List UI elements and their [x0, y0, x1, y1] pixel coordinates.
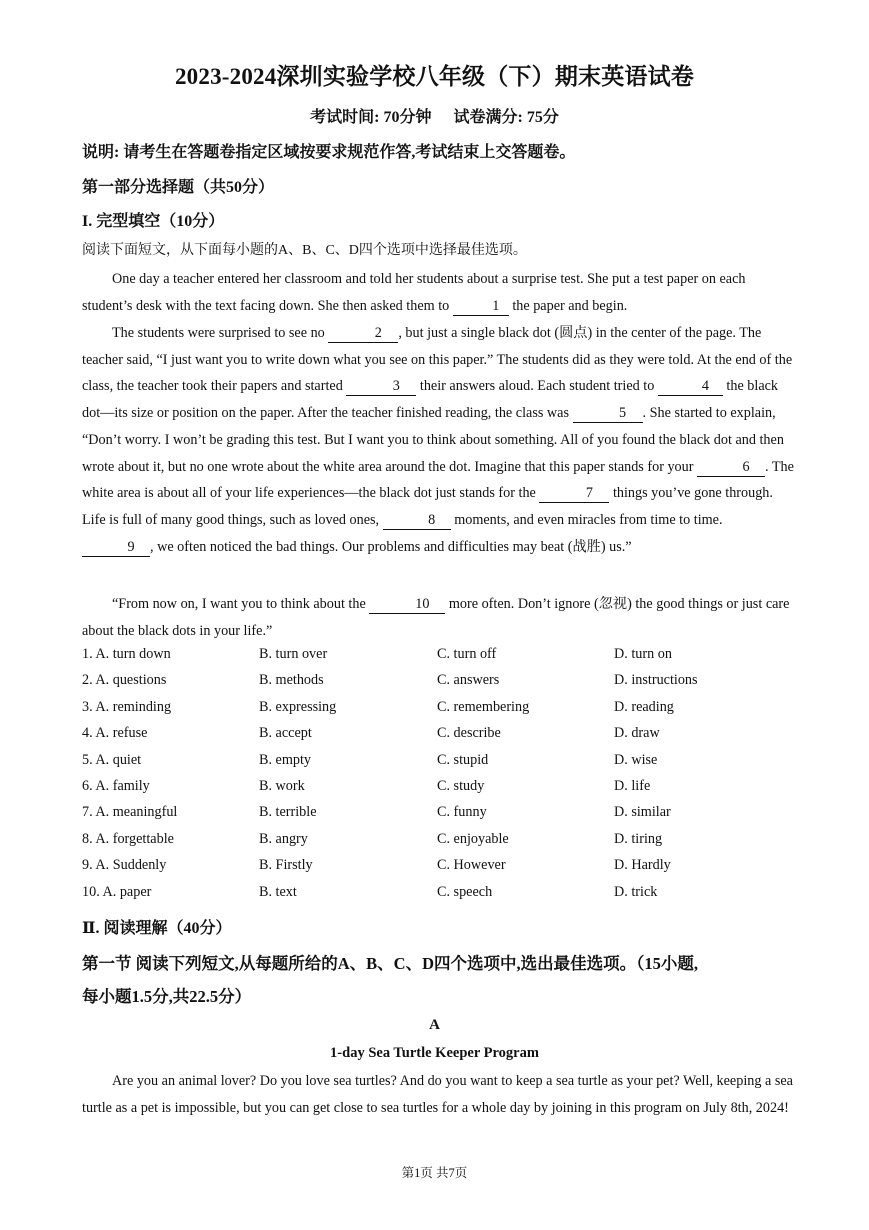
- option-choice: C. remembering: [437, 698, 530, 715]
- option-choice: 5. A. quiet: [82, 751, 142, 768]
- cloze-paragraph-1: [82, 266, 794, 319]
- option-choice: 3. A. reminding: [82, 698, 172, 715]
- option-choice: B. methods: [259, 672, 324, 689]
- text-run: The students were surprised to see no: [112, 325, 329, 341]
- option-choice: D. reading: [614, 698, 674, 715]
- option-choice: 9. A. Suddenly: [82, 857, 167, 874]
- exam-score: 试卷满分: 75分: [453, 109, 559, 126]
- text-run: things you’ve gone through. Life is full of many good things, such as loved ones,: [82, 485, 773, 528]
- text-run: “From now on, I want you to think about the: [112, 596, 370, 612]
- text-run: . The white area is about all of your life experiences—the black dot just stands for the: [82, 458, 794, 502]
- option-choice: C. answers: [437, 672, 500, 689]
- option-choice: D. tiring: [614, 830, 663, 847]
- reading-instruction-line-1: 第一节 阅读下列短文,从每题所给的A、B、C、D四个选项中,选出最佳选项。（15小题,: [82, 954, 699, 973]
- option-choice: C. speech: [437, 883, 493, 900]
- cloze-blank-3: 3: [346, 378, 416, 396]
- cloze-blank-10: 10: [369, 596, 445, 614]
- option-choice: C. However: [437, 857, 506, 874]
- reading-heading: Ⅱ. 阅读理解（40分）: [82, 920, 232, 937]
- passage-paragraph: Are you an animal lover? Do you love sea turtles? And do you want to keep a sea turtle as your pet? Well, keeping a sea turtle as a pet is impossible, but you can get close to sea turtles for a whole day by joining in this program on July 8th, 2024!: [82, 1073, 793, 1116]
- cloze-instruction: 阅读下面短文，从下面每小题的A、B、C、D四个选项中选择最佳选项。: [82, 243, 527, 258]
- reading-instruction-line-2: 每小题1.5分,共22.5分）: [82, 987, 252, 1006]
- text-run: . She started to explain, “Don’t worry. I won’t be grading this test. But I want you to think about something. All of you found the black dot and then wrote about it, but no one wrote about the white area around the dot. Imagine that this paper stands for your: [82, 405, 784, 475]
- exam-info: [0, 104, 869, 127]
- option-choice: B. accept: [259, 725, 312, 742]
- option-choice: C. stupid: [437, 751, 489, 768]
- option-choice: B. empty: [259, 751, 312, 768]
- text-run: the paper and begin.: [508, 297, 628, 314]
- cloze-blank-1: 1: [453, 298, 509, 316]
- option-choice: D. similar: [614, 804, 671, 821]
- option-choice: B. expressing: [259, 698, 337, 715]
- option-choice: D. instructions: [614, 672, 698, 689]
- option-choice: D. trick: [614, 883, 658, 900]
- option-choice: 2. A. questions: [82, 672, 167, 689]
- option-choice: C. enjoyable: [437, 830, 509, 847]
- option-choice: D. turn on: [614, 646, 672, 662]
- option-choice: B. angry: [259, 830, 308, 847]
- option-choice: B. turn over: [259, 646, 328, 662]
- option-choice: B. Firstly: [259, 857, 313, 874]
- cloze-heading: I. 完型填空（10分）: [82, 213, 225, 230]
- option-choice: 1. A. turn down: [82, 646, 171, 662]
- option-choice: D. draw: [614, 725, 660, 742]
- page-footer: 第1页 共7页: [401, 1166, 468, 1180]
- option-choice: 10. A. paper: [82, 883, 152, 900]
- option-choice: C. study: [437, 778, 485, 794]
- option-choice: 7. A. meaningful: [82, 804, 178, 821]
- cloze-paragraph-3: [82, 591, 794, 644]
- option-choice: 6. A. family: [82, 778, 150, 794]
- option-choice: C. turn off: [437, 646, 497, 662]
- text-run: more often. Don’t ignore (忽视) the good things or just care about the black dots in your life.”: [82, 596, 790, 639]
- cloze-blank-6: 6: [697, 459, 765, 477]
- option-choice: B. work: [259, 778, 305, 794]
- option-choice: 4. A. refuse: [82, 725, 148, 742]
- cloze-blank-8: 8: [383, 512, 451, 530]
- part-one-heading: 第一部分选择题（共50分）: [82, 179, 275, 196]
- text-run: their answers aloud. Each student tried to: [416, 378, 658, 395]
- cloze-blank-2: 2: [328, 325, 398, 343]
- passage-title: 1-day Sea Turtle Keeper Program: [330, 1045, 539, 1061]
- option-choice: D. Hardly: [614, 857, 671, 874]
- exam-time: 考试时间: 70分钟: [310, 109, 432, 126]
- cloze-blank-9: 9: [82, 539, 150, 557]
- exam-title: 2023-2024深圳实验学校八年级（下）期末英语试卷: [174, 64, 695, 89]
- passage-letter: A: [429, 1017, 440, 1033]
- exam-note: 说明: 请考生在答题卷指定区域按要求规范作答,考试结束上交答题卷。: [82, 144, 576, 161]
- option-choice: B. text: [259, 883, 297, 900]
- text-run: , we often noticed the bad things. Our problems and difficulties may beat (战胜) us.”: [150, 538, 632, 555]
- option-choice: D. wise: [614, 751, 658, 768]
- text-run: the black dot—its size or position on the paper. After the teacher finished reading, the class was: [82, 378, 779, 422]
- text-run: One day a teacher entered her classroom and told her students about a surprise test. She put a test paper on each student’s desk with the text facing down. She then asked them to: [82, 271, 746, 314]
- cloze-blank-7: 7: [539, 485, 609, 503]
- text-run: moments, and even miracles from time to time.: [450, 511, 723, 528]
- option-choice: C. describe: [437, 725, 501, 742]
- option-choice: D. life: [614, 778, 651, 794]
- cloze-blank-5: 5: [573, 405, 643, 423]
- text-run: , but just a single black dot (圆点) in the center of the page. The teacher said, “I just want you to write down what you see on this paper.” The students did as they were told. At the end of the class, the teacher took their papers and started: [82, 325, 793, 395]
- option-choice: C. funny: [437, 804, 487, 821]
- option-choice: B. terrible: [259, 804, 317, 821]
- cloze-paragraph-2: [82, 320, 794, 560]
- option-choice: 8. A. forgettable: [82, 830, 174, 847]
- cloze-blank-4: 4: [658, 378, 723, 396]
